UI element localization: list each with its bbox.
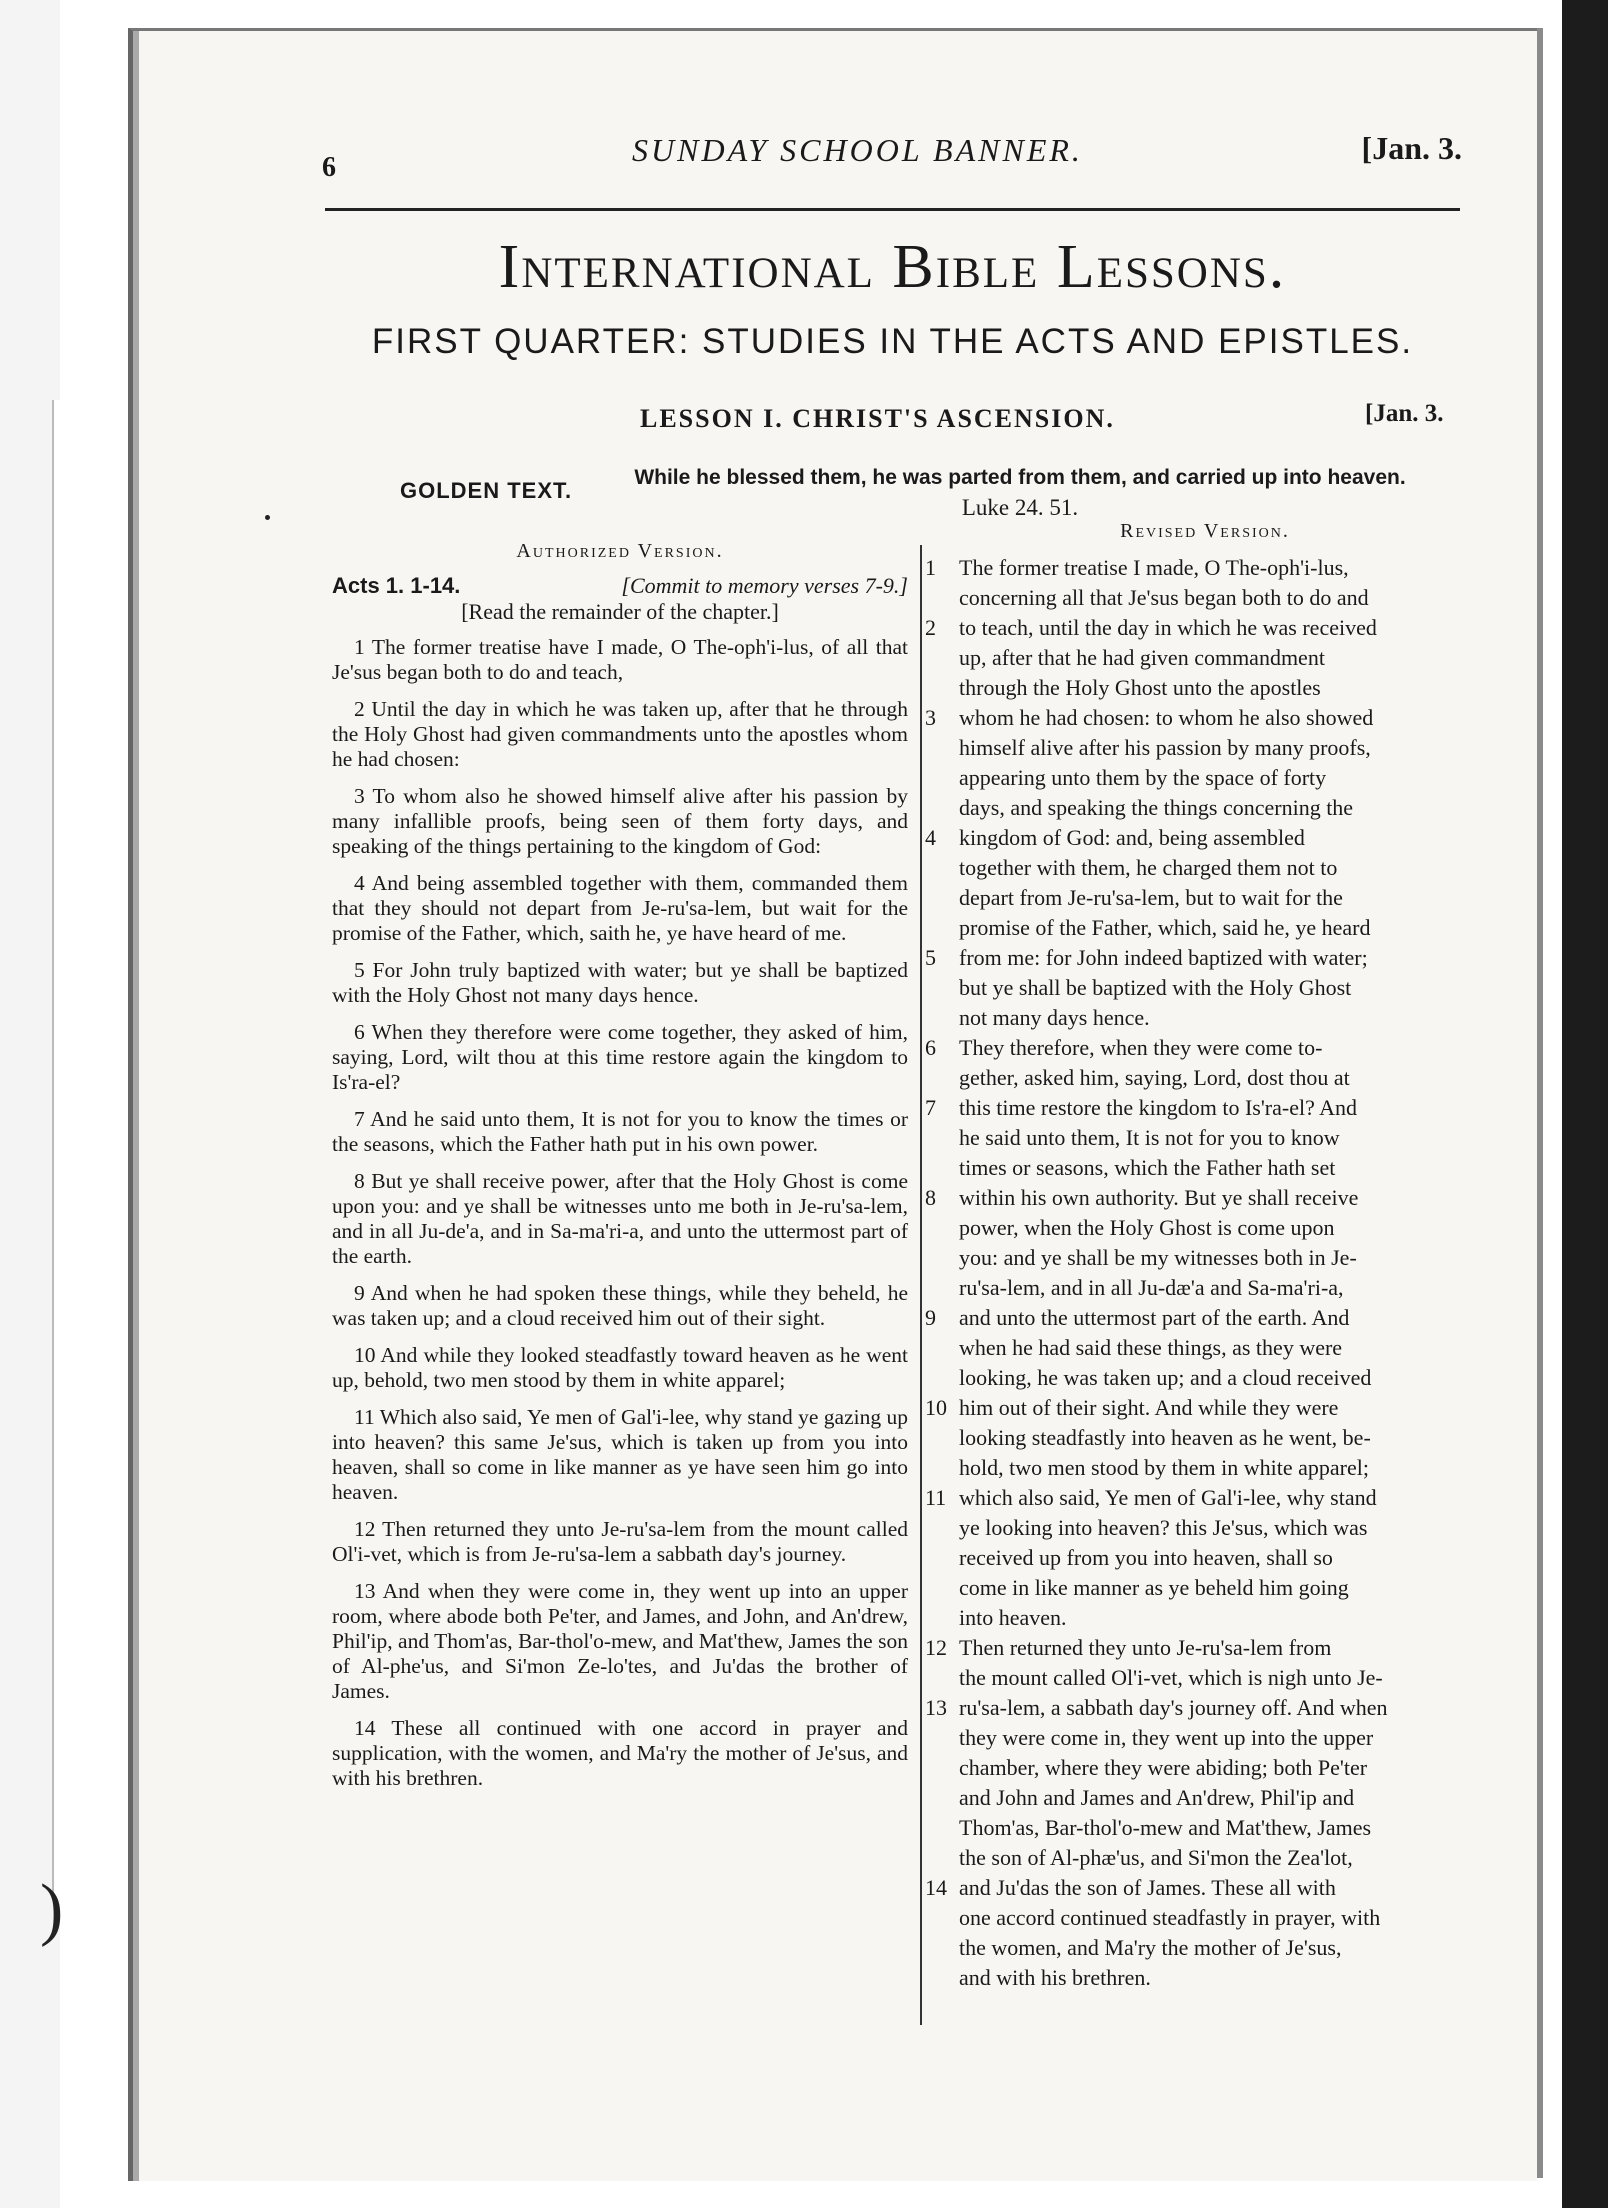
revised-line-text: one accord continued steadfastly in prayer, with: [959, 1905, 1381, 1930]
verse-number: [925, 673, 959, 703]
revised-line: [925, 823, 1485, 853]
revised-line: [925, 1603, 1485, 1633]
revised-line-text: which also said, Ye men of Gal'i-lee, why stand: [959, 1485, 1377, 1510]
revised-line-text: whom he had chosen: to whom he also showed: [959, 705, 1374, 730]
revised-line-text: the son of Al-phæ'us, and Si'mon the Zea'lot,: [959, 1845, 1353, 1870]
header-rule: [325, 208, 1460, 211]
golden-text-label: GOLDEN TEXT.: [400, 478, 573, 503]
verse-number: [925, 1663, 959, 1693]
verse-number: [925, 1423, 959, 1453]
revised-line-text: depart from Je-ru'sa-lem, but to wait for the: [959, 885, 1343, 910]
verse-number: [925, 643, 959, 673]
revised-line-text: up, after that he had given commandment: [959, 645, 1325, 670]
revised-line: [925, 1033, 1485, 1063]
revised-line: [925, 1153, 1485, 1183]
golden-text-body: While he blessed them, he was parted from them, and carried up into heaven.: [634, 466, 1406, 489]
revised-line-text: kingdom of God: and, being assembled: [959, 825, 1305, 850]
verse-number: [925, 1063, 959, 1093]
verse-number: [925, 763, 959, 793]
revised-line-text: when he had said these things, as they were: [959, 1335, 1343, 1360]
revised-line: [925, 1483, 1485, 1513]
revised-line-text: the women, and Ma'ry the mother of Je'sus,: [959, 1935, 1342, 1960]
verse-number: [925, 1513, 959, 1543]
revised-line-text: power, when the Holy Ghost is come upon: [959, 1215, 1335, 1240]
revised-version-column: [925, 520, 1485, 1993]
revised-line-text: and with his brethren.: [959, 1965, 1151, 1990]
authorized-verse: 13 And when they were come in, they went up into an upper room, where abode both Pe'ter, and James, and John, and An'drew, Phil'ip, and Thom'as, Bar-thol'o-mew, and Mat'thew, James the son of Al-phe'us, and Si'mon Ze-lo'tes, and Ju'das the brother of James.: [332, 1579, 908, 1703]
revised-line-text: and Ju'das the son of James. These all with: [959, 1875, 1336, 1900]
revised-line: [925, 1243, 1485, 1273]
journal-title: SUNDAY SCHOOL BANNER.: [632, 132, 1083, 168]
revised-line: [925, 733, 1485, 763]
golden-text: [610, 463, 1430, 524]
revised-line-text: and unto the uttermost part of the earth. And: [959, 1305, 1350, 1330]
revised-line-text: hold, two men stood by them in white apparel;: [959, 1455, 1369, 1480]
verse-number: [925, 853, 959, 883]
authorized-verses: [332, 635, 908, 1791]
read-remainder-note: [Read the remainder of the chapter.]: [461, 599, 779, 624]
verse-number: [925, 1213, 959, 1243]
revised-line: [925, 1303, 1485, 1333]
verse-number: 3: [925, 705, 936, 730]
verse-number: [925, 913, 959, 943]
verse-number: [925, 1543, 959, 1573]
revised-line-text: him out of their sight. And while they were: [959, 1395, 1339, 1420]
verse-number: [925, 1003, 959, 1033]
revised-line-text: he said unto them, It is not for you to know: [959, 1125, 1340, 1150]
ink-spot: [265, 515, 270, 520]
revised-line: [925, 1663, 1485, 1693]
authorized-verse: 1 The former treatise have I made, O The-oph'i-lus, of all that Je'sus began both to do and teach,: [332, 635, 908, 684]
revised-line: [925, 1723, 1485, 1753]
revised-line: [925, 1453, 1485, 1483]
authorized-verse: 5 For John truly baptized with water; but ye shall be baptized with the Holy Ghost not many days hence.: [332, 958, 908, 1007]
revised-line: [925, 1873, 1485, 1903]
revised-line-text: chamber, where they were abiding; both Pe'ter: [959, 1755, 1368, 1780]
revised-line: [925, 1693, 1485, 1723]
revised-line: [925, 1213, 1485, 1243]
revised-line-text: gether, asked him, saying, Lord, dost thou at: [959, 1065, 1350, 1090]
revised-line-text: but ye shall be baptized with the Holy Ghost: [959, 975, 1352, 1000]
revised-line: [925, 1573, 1485, 1603]
revised-line-text: They therefore, when they were come to-: [959, 1035, 1323, 1060]
lesson-date: [Jan. 3.: [1365, 400, 1444, 427]
authorized-verse: 14 These all continued with one accord in prayer and supplication, with the women, and Ma'ry the mother of Je'sus, and with his brethren.: [332, 1716, 908, 1790]
verse-number: 5: [925, 945, 936, 970]
revised-line-text: Thom'as, Bar-thol'o-mew and Mat'thew, James: [959, 1815, 1372, 1840]
revised-line: [925, 943, 1485, 973]
authorized-verse: 2 Until the day in which he was taken up, after that he through the Holy Ghost had given commandments unto the apostles whom he had chosen:: [332, 697, 908, 771]
verse-number: [925, 1753, 959, 1783]
revised-line-text: times or seasons, which the Father hath set: [959, 1155, 1336, 1180]
lesson-heading: LESSON I. CHRIST'S ASCENSION.: [640, 404, 1115, 433]
header-date: [Jan. 3.: [1361, 130, 1462, 166]
verse-number: [925, 1813, 959, 1843]
verse-number: [925, 583, 959, 613]
revised-line: [925, 1543, 1485, 1573]
verse-number: [925, 1783, 959, 1813]
revised-line: [925, 613, 1485, 643]
verse-number: [925, 973, 959, 1003]
verse-number: [925, 1843, 959, 1873]
revised-line-text: they were come in, they went up into the upper: [959, 1725, 1374, 1750]
authorized-verse: 4 And being assembled together with them, commanded them that they should not depart from Je-ru'sa-lem, but wait for the promise of the Father, which, saith he, ye have heard of me.: [332, 871, 908, 945]
revised-line: [925, 1813, 1485, 1843]
revised-line: [925, 1933, 1485, 1963]
verse-number: [925, 1603, 959, 1633]
verse-number: [925, 1963, 959, 1993]
revised-version-heading: Revised Version.: [1120, 520, 1290, 542]
revised-line-text: into heaven.: [959, 1605, 1067, 1630]
verse-number: [925, 1243, 959, 1273]
authorized-version-heading: Authorized Version.: [516, 540, 724, 562]
scripture-reference: Acts 1. 1-14.: [332, 573, 461, 598]
revised-line: [925, 1273, 1485, 1303]
verse-number: 11: [925, 1485, 947, 1510]
revised-line: [925, 1783, 1485, 1813]
revised-line: [925, 1363, 1485, 1393]
revised-line-text: within his own authority. But ye shall receive: [959, 1185, 1359, 1210]
revised-line-text: this time restore the kingdom to Is'ra-el? And: [959, 1095, 1358, 1120]
revised-line: [925, 1513, 1485, 1543]
revised-line: [925, 1393, 1485, 1423]
revised-line: [925, 673, 1485, 703]
verse-number: [925, 883, 959, 913]
revised-line: [925, 1843, 1485, 1873]
revised-line: [925, 1123, 1485, 1153]
revised-line: [925, 1903, 1485, 1933]
revised-line-text: ru'sa-lem, a sabbath day's journey off. And when: [959, 1695, 1388, 1720]
page-number: 6: [322, 152, 336, 183]
verse-number: [925, 1903, 959, 1933]
verse-number: [925, 1123, 959, 1153]
verse-number: [925, 1933, 959, 1963]
revised-line: [925, 1003, 1485, 1033]
column-divider: [920, 545, 922, 2025]
revised-line: [925, 1183, 1485, 1213]
revised-line: [925, 913, 1485, 943]
revised-line-text: the mount called Ol'i-vet, which is nigh unto Je-: [959, 1665, 1383, 1690]
scan-dark-edge: [1562, 0, 1608, 2208]
revised-line-text: appearing unto them by the space of forty: [959, 765, 1327, 790]
revised-line-text: ye looking into heaven? this Je'sus, which was: [959, 1515, 1368, 1540]
authorized-verse: 12 Then returned they unto Je-ru'sa-lem from the mount called Ol'i-vet, which is from Je-ru'sa-lem a sabbath day's journey.: [332, 1517, 908, 1566]
golden-text-reference: Luke 24. 51.: [961, 495, 1079, 520]
verse-number: [925, 1363, 959, 1393]
revised-line-text: himself alive after his passion by many proofs,: [959, 735, 1371, 760]
authorized-verse: 7 And he said unto them, It is not for you to know the times or the seasons, which the Father hath put in his own power.: [332, 1107, 908, 1156]
verse-number: [925, 793, 959, 823]
verse-number: [925, 1273, 959, 1303]
revised-line: [925, 643, 1485, 673]
revised-line: [925, 973, 1485, 1003]
revised-line-text: together with them, he charged them not to: [959, 855, 1338, 880]
revised-line-text: from me: for John indeed baptized with water;: [959, 945, 1368, 970]
revised-line-text: Then returned they unto Je-ru'sa-lem from: [959, 1635, 1332, 1660]
revised-line: [925, 1963, 1485, 1993]
revised-line: [925, 793, 1485, 823]
revised-line-text: ru'sa-lem, and in all Ju-dæ'a and Sa-ma'ri-a,: [959, 1275, 1344, 1300]
authorized-verse: 3 To whom also he showed himself alive after his passion by many infallible proofs, being seen of them forty days, and speaking of the things pertaining to the kingdom of God:: [332, 784, 908, 858]
revised-line-text: not many days hence.: [959, 1005, 1150, 1030]
revised-line-text: days, and speaking the things concerning the: [959, 795, 1354, 820]
revised-line-text: and John and James and An'drew, Phil'ip and: [959, 1785, 1355, 1810]
revised-line-text: come in like manner as ye beheld him going: [959, 1575, 1349, 1600]
revised-line-text: looking, he was taken up; and a cloud received: [959, 1365, 1372, 1390]
verse-number: [925, 733, 959, 763]
revised-lines: [925, 553, 1485, 1993]
authorized-verse: 9 And when he had spoken these things, while they beheld, he was taken up; and a cloud received him out of their sight.: [332, 1281, 908, 1330]
verse-number: 9: [925, 1305, 936, 1330]
revised-line: [925, 703, 1485, 733]
verse-number: 13: [925, 1695, 947, 1720]
revised-line-text: through the Holy Ghost unto the apostles: [959, 675, 1321, 700]
running-header: [322, 130, 1462, 183]
revised-line: [925, 1753, 1485, 1783]
revised-line-text: looking steadfastly into heaven as he went, be-: [959, 1425, 1371, 1450]
verse-number: 1: [925, 555, 936, 580]
verse-number: [925, 1153, 959, 1183]
verse-number: [925, 1453, 959, 1483]
revised-line: [925, 763, 1485, 793]
revised-line: [925, 1063, 1485, 1093]
margin-mark: ): [40, 1871, 64, 1948]
verse-number: 10: [925, 1395, 947, 1420]
authorized-verse: 11 Which also said, Ye men of Gal'i-lee, why stand ye gazing up into heaven? this same Je'sus, which is taken up from you into heaven, shall so come in like manner as ye have seen him go into heaven.: [332, 1405, 908, 1504]
authorized-verse: 10 And while they looked steadfastly toward heaven as he went up, behold, two men stood by them in white apparel;: [332, 1343, 908, 1392]
verse-number: 14: [925, 1875, 947, 1900]
verse-number: 7: [925, 1095, 936, 1120]
authorized-verse: 8 But ye shall receive power, after that the Holy Ghost is come upon you: and ye shall be witnesses unto me both in Je-ru'sa-lem, and in all Ju-de'a, and in Sa-ma'ri-a, and unto the uttermost part of the earth.: [332, 1169, 908, 1268]
verse-number: [925, 1333, 959, 1363]
revised-line-text: you: and ye shall be my witnesses both in Je-: [959, 1245, 1357, 1270]
revised-line: [925, 583, 1485, 613]
page-title: International Bible Lessons.: [498, 233, 1287, 301]
revised-line: [925, 1423, 1485, 1453]
revised-line-text: The former treatise I made, O The-oph'i-lus,: [959, 555, 1349, 580]
revised-line-text: concerning all that Je'sus began both to do and: [959, 585, 1369, 610]
revised-line: [925, 553, 1485, 583]
verse-number: 12: [925, 1635, 947, 1660]
revised-line: [925, 1333, 1485, 1363]
revised-line-text: to teach, until the day in which he was received: [959, 615, 1377, 640]
revised-line: [925, 1633, 1485, 1663]
verse-number: 6: [925, 1035, 936, 1060]
revised-line: [925, 853, 1485, 883]
verse-number: [925, 1723, 959, 1753]
authorized-version-column: [332, 540, 908, 1803]
verse-number: 4: [925, 825, 936, 850]
revised-line: [925, 1093, 1485, 1123]
verse-number: 2: [925, 615, 936, 640]
verse-number: [925, 1573, 959, 1603]
verse-number: 8: [925, 1185, 936, 1210]
page-subtitle: FIRST QUARTER: STUDIES IN THE ACTS AND EPISTLES.: [371, 322, 1414, 361]
authorized-verse: 6 When they therefore were come together, they asked of him, saying, Lord, wilt thou at this time restore again the kingdom to Is'ra-el?: [332, 1020, 908, 1094]
memory-verses-note: [Commit to memory verses 7-9.]: [621, 573, 908, 598]
revised-line-text: promise of the Father, which, said he, ye heard: [959, 915, 1371, 940]
revised-line: [925, 883, 1485, 913]
scripture-reference-line: [332, 573, 908, 599]
scan-edge-strip: [52, 400, 68, 1900]
revised-line-text: received up from you into heaven, shall so: [959, 1545, 1333, 1570]
